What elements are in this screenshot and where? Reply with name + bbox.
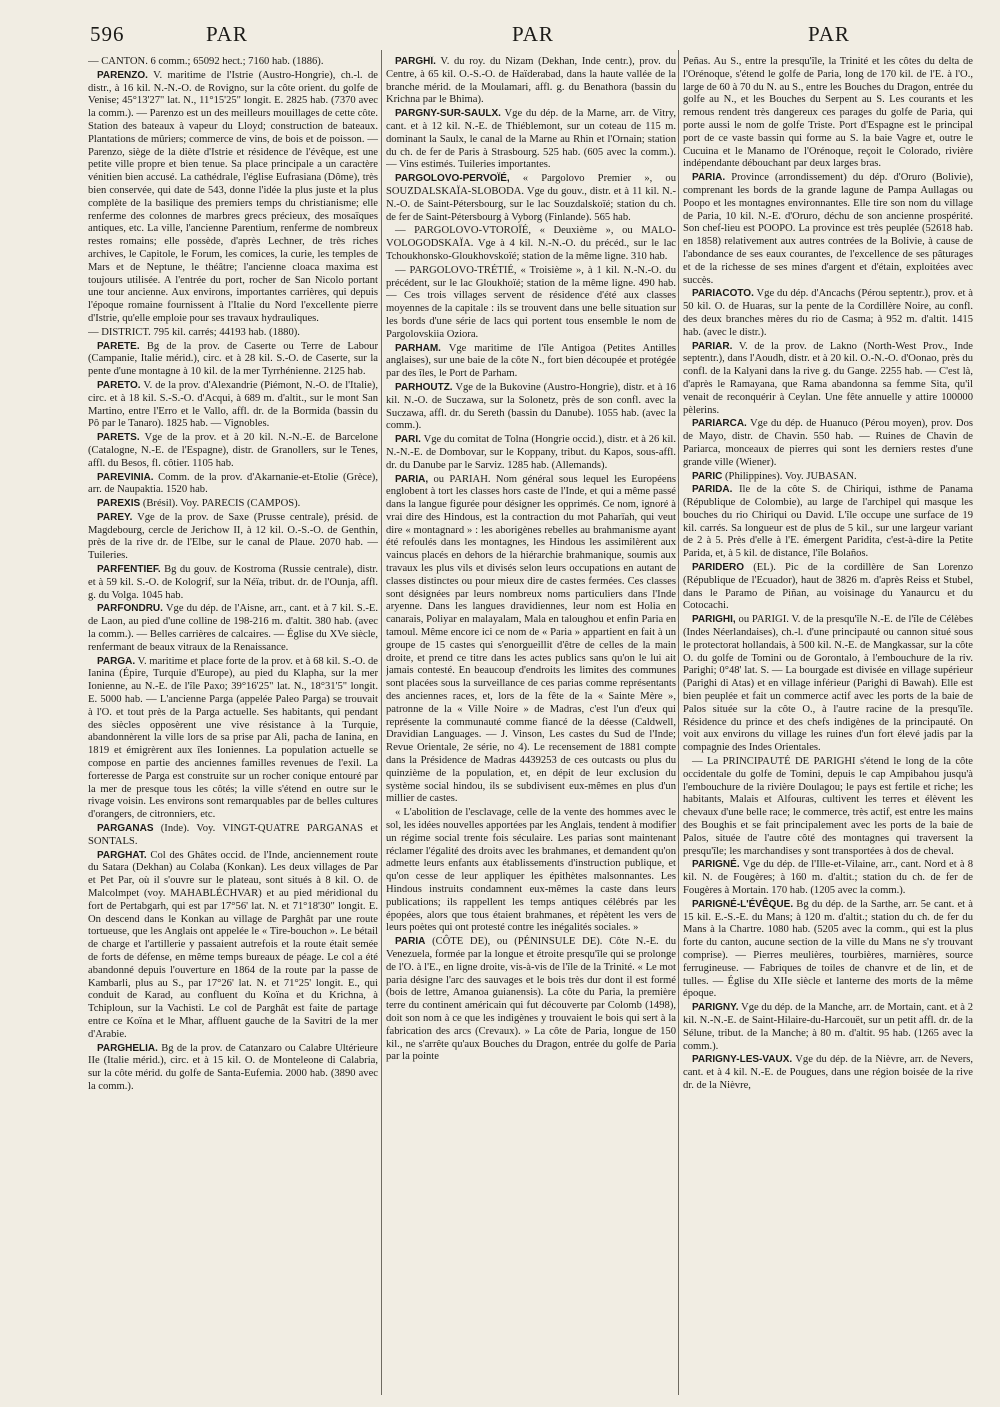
entry-text: Vge de la prov. et à 20 kil. N.-N.-E. de Barcelone (Catalogne, N.-E. de l'Espagne), distr. de Granollers, sur le Tenes, affl. du Besos, fl. côtier. 1105 hab. [88, 432, 378, 469]
entry-headword: PARETO. [97, 379, 141, 391]
entry-text: Col des Ghâtes occid. de l'Inde, anciennement route du Satara (Dekhan) au Colaba (Konkan). Les deux villages de Par et Pet Par, où il s'ouvre sur le plateau, sont situés à 8 kil. O. de Malcolmpet (voy. MAHABLÉCHVAR) et au pied méridional du fort de Pertabgarh, qui est par 17°56' lat. N. et 71°18'30" longit. E. On descend dans le Konkan au village de Parghât par une route tortueuse, que les Anglais ont appelée le « Tire-bouchon ». Le bétail de charge et l'artillerie y passaient autrefois et la route était semée de forts de défense, en même temps bureaux de péage. Le col a été abandonné depuis l'ouverture en 1864 de la route par la passe de Kambarli, plus au S., par 17°26' lat. N. et 71°25' longit. E., qui conduit de Karad, au confluent du Koïna et du Krichna, à Tchiploun, sur la Vachisti. Le col de Parghât est faite de partage entre ce Koïna et le Mhar, affluent gauche de la Savitri de la mer d'Arabie. [88, 849, 378, 1040]
entry-text: Vge du dép. de la Manche, arr. de Mortain, cant. et à 2 kil. N.-N.-E. de Saint-Hilaire-du-Harcouët, sur un petit affl. dr. de la Sélune, tribut. de la Manche; à 80 m. d'altit. 95 hab. (1265 avec la comm.). [683, 1002, 973, 1052]
entry-text: (Inde). Voy. VINGT-QUATRE PARGANAS et SONTALS. [88, 823, 378, 847]
entry-text: (Philippines). Voy. JUBASAN. [725, 470, 857, 482]
entry-text: Vge du dép. de l'Ille-et-Vilaine, arr., cant. Nord et à 8 kil. N. de Fougères; à 160 m. d'altit.; station du ch. de fer de Fougères à Mortain. 170 hab. (1205 avec la comm.). [683, 859, 973, 896]
entry-text: Vge du dép. de la Marne, arr. de Vitry, cant. et à 12 kil. N.-E. de Thiéblemont, sur un coteau de 115 m. dominant la Saulx, le canal de la Marne au Rhin et l'Ornain; station du ch. de fer de Paris à Strasbourg. 525 hab. (605 avec la comm.). — Vins estimés. Tuileries importantes. [386, 108, 676, 171]
entry-headword: PARIA [395, 936, 426, 948]
dictionary-entry [683, 1054, 973, 1092]
entry-text: Vge du dép. de l'Aisne, arr., cant. et à 7 kil. S.-E. de Laon, au pied d'une colline de 198-216 m. d'altit. 380 hab. (avec la comm.). — Belles carrières de calcaires. — Église du XVe siècle, renfermant de beaux vitraux de la Renaissance. [88, 603, 378, 653]
dictionary-entry [683, 756, 973, 858]
dictionary-entry [88, 656, 378, 822]
entry-text: Bg du gouv. de Kostroma (Russie centrale), distr. et à 59 kil. S.-O. de Kologrif, sur la Néïa, tribut. dr. de l'Ounja, affl. g. du Volga. 1045 hab. [88, 564, 378, 601]
entry-headword: PARENZO. [97, 69, 148, 81]
dictionary-entry [386, 474, 676, 807]
entry-headword: PARHOUTZ. [395, 381, 453, 393]
entry-headword: PARETE. [97, 340, 140, 352]
entry-text: Vge de la prov. de Saxe (Prusse centrale), présid. de Magdebourg, cercle de Jerichow II, à 12 kil. O.-S.-O. de Genthin, près de la rive dr. de l'Elbe, sur le canal de Plaue. 2070 hab. — Tuileries. [88, 511, 378, 562]
entry-headword: PARIAR. [692, 340, 733, 352]
entry-headword: PARGHÎ. [395, 56, 436, 67]
entry-headword: PARIARCA. [692, 418, 747, 430]
dictionary-entry [386, 807, 676, 935]
column-rule [381, 50, 382, 1395]
entry-text: — La PRINCIPAUTÉ DE PARIGHI s'étend le long de la côte occidentale du golfe de Tomini, depuis le cap Ampibahou jusqu'à l'embouchure de la rivière Doulagou; le pays est fertile et riche; les habitants, Malais et Alfouras, cultivent les terres et élèvent les chevaux d'une belle race; le commerce, très actif, est entre les mains des Boughis et se fait principalement avec les ports de la baie de Palos, située de l'autre côté des montagnes qui traversent la presqu'île; les marchandises y sont transportées à dos de cheval. [683, 756, 973, 857]
dictionary-entry [683, 341, 973, 418]
dictionary-entry [386, 343, 676, 381]
entry-headword: PAREXIS [97, 498, 141, 510]
entry-text: Bg du dép. de la Sarthe, arr. 5e cant. et à 15 kil. E.-S.-E. du Mans; à 120 m. d'altit.; station du ch. de fer du Mans à la Chartre. 1080 hab. (5205 avec la comm., qui est la plus forte du canton, aucune section de la ville du Mans ne s'y trouvant comprise). — Pierres meulières, tourbières, marnières, source ferrugineuse. — Fabriques de toiles de chanvre et de lin, et de tulles. — Église du XIIe siècle et lanterne des morts de la même époque. [683, 898, 973, 1000]
entry-headword: PAREY. [97, 511, 133, 523]
entry-headword: PARGHELIA. [97, 1042, 158, 1054]
dictionary-entry [386, 56, 676, 107]
dictionary-entry [88, 850, 378, 1042]
column-left [88, 56, 378, 1396]
column-rule [678, 50, 679, 1395]
dictionary-entry [88, 603, 378, 654]
entry-text: — PARGOLOVO-VTOROÏÉ, « Deuxième », ou MALO-VOLOGODSKAÏA. Vge à 4 kil. N.-N.-O. du précéd., sur le lac Tchoukhonsko-Gloukhovskoïé; station de la même ligne. 310 hab. [386, 225, 676, 262]
dictionary-entry [88, 70, 378, 326]
page-number: 596 [90, 22, 125, 46]
dictionary-entry [88, 823, 378, 849]
entry-headword: PAREVINIA. [97, 471, 154, 483]
entry-text: Bg de la prov. de Caserte ou Terre de Labour (Campanie, Italie mérid.), circ. et à 28 kil. S.-O. de Caserte, sur la pente d'une montagne à 10 kil. de la mer Tyrrhénienne. 2125 hab. [88, 340, 378, 378]
entry-text: — CANTON. 6 comm.; 65092 hect.; 7160 hab. (1886). [88, 56, 324, 67]
running-header-center: PAR [512, 22, 554, 46]
entry-text: ou PARIAH. Nom général sous lequel les Européens englobent à tort les classes hors caste de l'Inde, et qui a même passé dans la langue figurée pour désigner les opprimés. Ce nom, ignoré à vrai dire des Hindous, est la contraction du mot Paharïah, qui veut dire « montagnard » : les aborigènes rebelles au brahmanisme ayant été refoulés dans les montagnes, les Hindous les assimilèrent aux vaincus placés en dehors de la hiérarchie brahmanique, soumis aux travaux les plus vils et divisés selon leurs occupations en autant de classes distinctes ou pour mieux dire de castes fermées. Ces classes sont désignées par leurs nombreux noms particuliers dans l'Inde aryenne. Dans les langues dravidiennes, leur nom est Holia en canarais, Poliyar en malayalam, Mala en taloughou et enfin Paria en tamoul. Même encore ici ce nom de « Paria » appartient en fait à un groupe de 15 castes qui s'enorgueillit d'être de celles de la main droite, et prend ce titre dans les actes publics sans qu'on le lui ait jamais contesté. En beaucoup d'endroits les limites des communes sont placées sous la surveillance de ces parias comme représentants des anciennes races, et, lors de la fête de la « Sainte Mère », patronne de la « Ville Noire » de Madras, c'est l'un d'eux qui représente la communauté comme fiancé de la déesse (Caldwell, Dravidian Languages. — J. Vinson, Les castes du Sud de l'Inde; Revue Orientale, 2e série, no 4). Le recensement de 1881 compte dans la Présidence de Madras 4439253 de ces outcasts ou plus du quinzième de la population, et, en dépit de leur exclusion du système social hindou, ils se subdivisent eux-mêmes en plus d'un millier de castes. [386, 473, 676, 805]
entry-text: « Pargolovo Premier », ou SOUZDALSKAÏA-SLOBODA. Vge du gouv., distr. et à 11 kil. N.-N.-O. de Saint-Pétersbourg, sur le lac Souzdalskoïé; station du ch. de fer de Saint-Pétersbourg à Vyborg (Finlande). 565 hab. [386, 173, 676, 223]
entry-text: — DISTRICT. 795 kil. carrés; 44193 hab. (1880). [88, 326, 300, 338]
entry-headword: PARIA, [395, 473, 429, 485]
entry-text: Vge du comitat de Tolna (Hongrie occid.), distr. et à 26 kil. N.-N.-E. de Dombovar, sur le Koppany, tribut. du Kapos, sous-affl. dr. du Danube par le Sarviz. 1285 hab. (Allemands). [386, 434, 676, 471]
dictionary-entry [386, 173, 676, 224]
column-right [683, 56, 973, 1396]
entry-headword: PARIA. [692, 172, 726, 184]
dictionary-entry [683, 471, 973, 484]
dictionary-entry [386, 434, 676, 472]
dictionary-entry [683, 56, 973, 171]
dictionary-entry [88, 498, 378, 511]
dictionary-entry [386, 108, 676, 172]
entry-text: V. de la prov. de Lakno (North-West Prov., Inde septentr.), dans l'Aoudh, distr. et à 20 kil. O.-N.-O. d'Oonao, près du confl. de la Kalyani dans la rive g. du Gange. 2255 hab. — C'est là, d'après le Ramayana, que Rama abandonna sa femme Sita, qu'il venait de reconquérir à Ceylan. Une fête annuelle y attire 100000 pèlerins. [683, 340, 973, 416]
dictionary-entry [88, 432, 378, 470]
entry-headword: PARIGNÉ. [692, 859, 740, 871]
entry-headword: PARETS. [97, 432, 140, 444]
dictionary-entry [683, 288, 973, 339]
entry-text: (Brésil). Voy. PARECIS (CAMPOS). [142, 498, 301, 510]
entry-text: Vge du dép. de Huanuco (Pérou moyen), prov. Dos de Mayo, distr. de Chavin. 550 hab. — Ruines de Chavin de Pariarca, monceaux de pierres qui sont les derniers restes d'une grande ville (Wiener). [683, 418, 973, 468]
entry-text: V. maritime de l'Istrie (Austro-Hongrie), ch.-l. de distr., à 16 kil. N.-N.-O. de Rovigno, sur la côte orient. du golfe de Venise; 45°13'27" lat. N., 11°15'25" longit. E. 2825 hab. (7370 avec la comm.). — Parenzo est un des meilleurs mouillages de cette côte. Station des bateaux à vapeur du Lloyd; construction de bateaux. Plantations de mûriers; commerce de vins, de bois et de poisson. — Parenzo, siège de la diète d'Istrie et résidence de l'évêque, est une petite ville propre et bien tenue. Sa place principale a un caractère vénitien bien accusé. La cathédrale, l'église Eufrasiana (Dôme), très bien conservée, qui date de 543, donne l'idée la plus juste et la plus complète de la basilique des premiers temps du christianisme; elle renferme des colonnes de marbres grecs précieux, des mosaïques antiques, etc. La ville, l'ancienne Parentium, renferme de nombreux restes romains; elle possède, d'après Lechner, de très riches archives, le Capitole, le Forum, les comices, la curie, les temples de Mars et de Neptune, le théâtre; l'ancienne cloaca maxima est toujours utilisée. A l'entrée du port, rocher de San Nicolo portant une tour ancienne. Aux environs, importantes carrières, qui depuis l'époque romaine fournissent à l'Italie du Nord l'excellente pierre d'Istrie, qu'elle emploie pour ses travaux hydrauliques. [88, 69, 378, 324]
dictionary-entry [88, 380, 378, 431]
entry-text: V. du roy. du Nizam (Dekhan, Inde centr.), prov. du Centre, à 65 kil. O.-S.-O. de Haïderabad, dans la haute vallée de la branche mérid. de la Moulamari, affl. g. du Benathora (bassin du Krichna par le Bhima). [386, 56, 676, 106]
entry-headword: PARIACOTO. [692, 288, 754, 300]
running-header-right: PAR [808, 22, 850, 46]
dictionary-entry [386, 225, 676, 263]
dictionary-entry [683, 859, 973, 897]
entry-headword: PARIDERO [692, 562, 745, 574]
entry-headword: PARIGNY. [692, 1002, 739, 1014]
entry-headword: PARGNY-SUR-SAULX. [395, 108, 501, 120]
dictionary-entry [683, 614, 973, 755]
entry-text: Peñas. Au S., entre la presqu'île, la Trinité et les côtes du delta de l'Orénoque, s'étend le golfe de Paria, long de 170 kil. de l'E. à l'O., large de 60 à 70 du N. au S., entre les Bouches du Dragon, entrée du golfe au N., et les Bouches du Serpent au S. Les courants et les remous rendent très dangereux ces parages du golfe de Paria, qui porte aussi le nom de golfe Triste. Port d'Espagne est le principal port de ce vaste bassin qui forme au S. la baie Vagre et, outre le Cucuina et le Manamo de l'Orénoque, reçoit le Colorado, rivière indépendante débouchant par deux larges bras. [683, 56, 973, 170]
entry-text: V. de la prov. d'Alexandrie (Piémont, N.-O. de l'Italie), circ. et à 18 kil. S.-S.-O. d'Acqui, à 689 m. d'altit., sur le mont San Martino, entre l'Erro et le Vallo, affl. dr. de la Bormida (bassin du Pô par le Tanaro). 1825 hab. — Vignobles. [88, 379, 378, 430]
entry-text: Bg de la prov. de Catanzaro ou Calabre Ultérieure IIe (Italie mérid.), circ. et à 15 kil. O. de Monteleone di Calabria, sur la côte mérid. du golfe de Santa-Eufemia. 2000 hab. (3890 avec la comm.). [88, 1042, 378, 1092]
dictionary-entry [88, 56, 378, 69]
entry-text: Vge de la Bukovine (Austro-Hongrie), distr. et à 16 kil. N.-O. de Suczawa, sur la Solonetz, près de son confl. avec la Suczawa, affl. dr. du Sereth (bassin du Danube). 1055 hab. (avec la comm.). [386, 381, 676, 432]
dictionary-entry [88, 327, 378, 340]
entry-headword: PARFENTIEF. [97, 564, 161, 576]
entry-headword: PARGANAS [97, 823, 154, 835]
entry-headword: PARIGNY-LES-VAUX. [692, 1054, 793, 1066]
dictionary-entry [683, 1002, 973, 1053]
entry-text: « L'abolition de l'esclavage, celle de la vente des hommes avec le sol, les idées nouvelles apportées par les Anglais, tendent à modifier un régime social trente fois séculaire. Les parias sont maintenant réclamer l'égalité des droits avec les brahmanes, et demandent qu'on admette leurs enfants aux établissements d'instruction publique, et qu'on cesse de leur appliquer les épithètes malsonnantes. Les Hindous instruits condamnent eux-mêmes la caste dans leurs publications; ils rappellent les temps antiques célébrés par les épopées, alors que tous étaient brahmanes, et répètent les vers de leurs poètes qui ont protesté contre les inégalités sociales. » [386, 807, 676, 934]
dictionary-entry [683, 899, 973, 1001]
entry-headword: PARIC [692, 470, 723, 482]
dictionary-entry [88, 472, 378, 498]
entry-text: Vge du dép. de la Nièvre, arr. de Nevers, cant. et à 4 kil. N.-E. de Pougues, dans une région boisée de la rive dr. de la Nièvre, [683, 1054, 973, 1091]
entry-headword: PARGA. [97, 655, 136, 667]
entry-text: (EL). Pic de la cordillère de San Lorenzo (République de l'Ecuador), haut de 3826 m. d'après Reiss et Stubel, dans le Paramo de Piñan, au voisinage du Yanaurcu et du Cotocachi. [683, 562, 973, 612]
entry-headword: PARFONDRU. [97, 603, 163, 615]
entry-text: Vge du dép. d'Ancachs (Pérou septentr.), prov. et à 50 kil. O. de Huaras, sur la pente de la Cordillère Noire, au confl. des deux branches mères du rio de Casma; à 952 m. d'altit. 1415 hab. (avec le distr.). [683, 288, 973, 338]
entry-text: Province (arrondissement) du dép. d'Oruro (Bolivie), comprenant les bords de la grande lagune de Pampa Aullagas ou Poopo et les montagnes environnantes. Elle tire son nom du village de Paria, 10 kil. N.-E. d'Oruro, déchu de son ancienne prospérité. Son chef-lieu est POOPO. La province est très peuplée (52618 hab. en 1858) relativement aux autres contrées de la Bolivie, à cause de l'abondance de ses eaux courantes, de l'excellence de ses pâturages et de la richesse de ses mines d'argent et d'étain, exploitées avec succès. [683, 172, 973, 286]
dictionary-entry [386, 265, 676, 342]
dictionary-entry [88, 512, 378, 563]
entry-headword: PARHAM. [395, 342, 441, 354]
entry-headword: PARGHAT. [97, 849, 147, 861]
dictionary-entry [683, 418, 973, 469]
column-middle [386, 56, 676, 1396]
dictionary-entry [386, 382, 676, 433]
entry-headword: PARIDA. [692, 484, 733, 496]
dictionary-entry [683, 562, 973, 613]
entry-headword: PARIGNÉ-L'ÉVÊQUE. [692, 898, 794, 910]
entry-headword: PARIGHI, [692, 614, 736, 626]
entry-text: Vge maritime de l'île Antigoa (Petites Antilles anglaises), sur une baie de la côte N., fort bien découpée et protégée par des îles, le Port de Parham. [386, 342, 676, 380]
dictionary-entry [386, 936, 676, 1064]
dictionary-entry [683, 484, 973, 561]
entry-text: V. maritime et place forte de la prov. et à 68 kil. S.-O. de Ianina (Épire, Turquie d'Europe), au pied du Klapha, sur la mer Ionienne, au N.-E. de l'île Paxo; 39°16'25" lat. N., 18°31'5" longit. E. 5000 hab. — L'ancienne Parga (appelée Paleo Parga) se trouvait à l'O. et tout près de la Parga actuelle. Ses habitants, qui pendant des siècles opposèrent une vive résistance à la Turquie, abandonnèrent la ville lors de sa prise par Ali, pacha de Ianina, en 1819 et émigrèrent aux îles Ioniennes. La population actuelle se compose en partie des anciennes familles revenues de l'exil. La forteresse de Parga est construite sur un rocher conique entouré par la mer de presque tous les côtés; la ville s'étend en outre sur le rivage voisin. Les environs sont remarquables par de belles cultures d'orangers, de citronniers, etc. [88, 655, 378, 821]
dictionary-entry [683, 172, 973, 287]
dictionary-entry [88, 341, 378, 379]
entry-text: — PARGOLOVO-TRÉTIÉ, « Troisième », à 1 kil. N.-N.-O. du précédent, sur le lac Gloukhoïé; station de la même ligne. 490 hab. — Ces trois villages servent de résidence d'été aux classes moyennes de la capitale : ils se trouvent dans une belle situation sur les bords d'une série de lacs qui portent tous ensemble le nom de Pargolovskiia Oziora. [386, 264, 676, 340]
entry-headword: PARGOLOVO-PERVOÏÉ, [395, 173, 510, 185]
dictionary-entry [88, 1043, 378, 1094]
entry-headword: PARI. [395, 434, 421, 446]
entry-text: Ile de la côte S. de Chiriqui, isthme de Panama (République de Colombie), au large de l'archipel qui masque les bouches du rio Chiriqui ou David. L'île occupe une surface de 19 kil. carrés. Sa longueur est de plus de 5 kil., sur une largeur variant de 2 à 5. Près d'elle à l'E. émergent Paridita, c'est-à-dire la Petite Parida, et, à 5 kil. de distance, l'île Bolaños. [683, 484, 973, 560]
entry-text: ou PARIGI. V. de la presqu'île N.-E. de l'île de Célèbes (Indes Néerlandaises), ch.-l. d'une principauté ou cannon situé sous le protectorat hollandais, à 500 kil. N.-E. de Mangkassar, sur la côte O. du golfe de Tomini ou de Gorontalo, à l'embouchure de la riv. Parighi; 0°48' lat. S. — La bourgade est divisée en village supérieur (Parighi di Atas) et en village inférieur (Parighi di Bawah). Elle est bien peuplée et fait un commerce actif avec les ports de la baie de Palos située sur la côte O., à l'autre racine de la presqu'île. Résidence du prince et des chefs indigènes de la principauté. On voit aux environs du village les ruines d'un fort élevé jadis par la compagnie des Indes Orientales. [683, 614, 973, 754]
entry-text: (CÔTE DE), ou (PÉNINSULE DE). Côte N.-E. du Venezuela, formée par la longue et étroite presqu'île qui se prolonge de l'O. à l'E., en ligne droite, vis-à-vis de l'île de la Trinité. « Le mot paria désigne l'arc des sauvages et le bois très dur dont il est formé (bois de lettre, Amanoa guianensis). La côte du Paria, la première terre du continent américain qui fut découverte par Colomb (1498), doit son nom à ce que les indigènes y trouvaient le bois qui sert à la fabrication des arcs (Crevaux). » La côte de Paria, longue de 150 kil., ne s'arrête qu'aux Bouches du Dragon, entrée du golfe de Paria par la pointe [386, 936, 676, 1063]
entry-text: Comm. de la prov. d'Akarnanie-et-Etolie (Grèce), arr. de Naupaktia. 1520 hab. [88, 471, 378, 496]
running-header-left: PAR [206, 22, 248, 46]
dictionary-entry [88, 564, 378, 602]
